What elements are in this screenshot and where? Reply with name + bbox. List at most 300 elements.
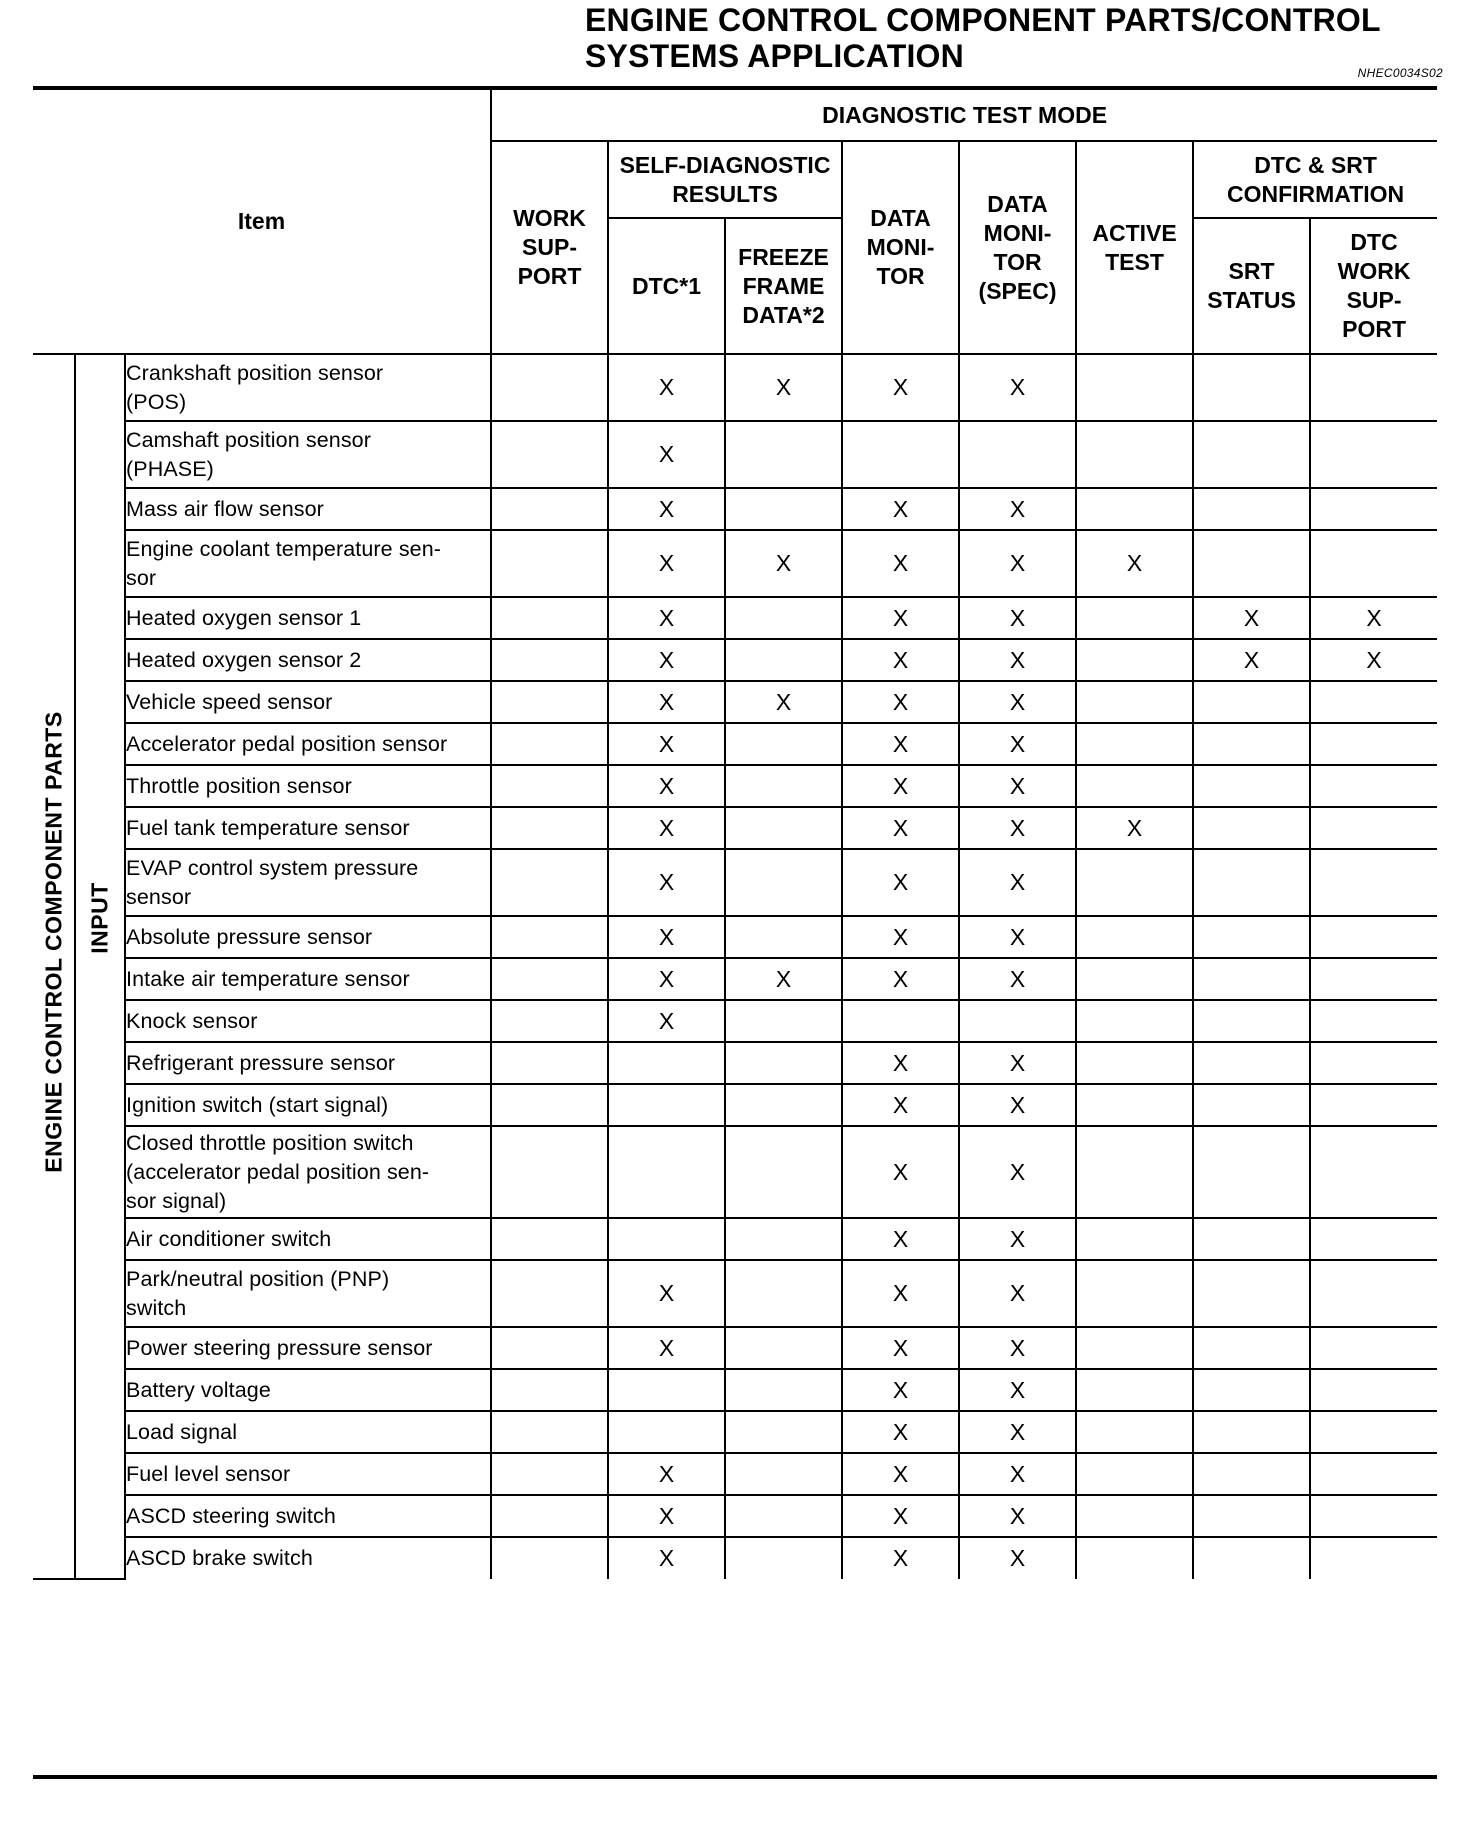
work-support-cell <box>491 1453 608 1495</box>
dtc-cell <box>608 958 725 1000</box>
srt-status-cell <box>1193 1084 1310 1126</box>
item-label: Battery voltage <box>126 1377 271 1402</box>
item-label: switch <box>126 1295 187 1320</box>
data-monitor-cell <box>842 530 959 597</box>
data-monitor-spec-cell <box>959 1218 1076 1260</box>
applicable-mark: X <box>658 1460 675 1487</box>
item-label: Closed throttle position switch <box>126 1130 414 1155</box>
title-line-2: SYSTEMS APPLICATION <box>585 38 964 74</box>
applicable-mark: X <box>892 730 909 757</box>
dtc-cell <box>608 1369 725 1411</box>
srt-status-cell <box>1193 488 1310 530</box>
srt-status-cell <box>1193 807 1310 849</box>
dtc-work-support-cell <box>1310 1327 1437 1369</box>
work-support-cell <box>491 1084 608 1126</box>
data-monitor-cell <box>842 765 959 807</box>
applicable-mark: X <box>658 1280 675 1306</box>
freeze-frame-data-cell <box>725 1537 842 1579</box>
dtc-cell <box>608 1537 725 1579</box>
header-line: TOR <box>993 248 1042 275</box>
work-support-cell <box>491 1369 608 1411</box>
applicable-mark: X <box>1243 604 1260 631</box>
applicable-mark: X <box>775 688 792 715</box>
freeze-frame-data-cell <box>725 1000 842 1042</box>
srt-status-cell <box>1193 639 1310 681</box>
applicable-mark: X <box>892 923 909 950</box>
table-row <box>33 849 1437 916</box>
table-row <box>33 1218 1437 1260</box>
dtc-cell <box>608 354 725 421</box>
table-row <box>33 354 1437 421</box>
dtc-cell <box>608 421 725 488</box>
applicable-mark: X <box>1009 869 1026 895</box>
srt-status-cell <box>1193 1042 1310 1084</box>
item-cell <box>125 421 491 488</box>
active-test-cell <box>1076 597 1193 639</box>
header-line: SRT <box>1228 258 1275 284</box>
work-support-cell <box>491 488 608 530</box>
freeze-frame-data-cell <box>725 723 842 765</box>
freeze-frame-data-cell <box>725 681 842 723</box>
item-cell <box>125 1126 491 1218</box>
data-monitor-cell <box>842 1218 959 1260</box>
document-code: NHEC0034S02 <box>1357 66 1443 80</box>
freeze-frame-data-cell <box>725 530 842 597</box>
applicable-mark: X <box>658 1545 675 1571</box>
item-label: Ignition switch (start signal) <box>126 1092 389 1117</box>
active-test-cell <box>1076 1369 1193 1411</box>
title-line-1: ENGINE CONTROL COMPONENT PARTS/CONTROL <box>585 2 1381 38</box>
group-cell <box>33 354 75 1579</box>
item-cell <box>125 681 491 723</box>
applicable-mark: X <box>892 1502 909 1529</box>
work-support-cell <box>491 723 608 765</box>
active-test-cell <box>1076 1453 1193 1495</box>
header-line: SUP- <box>1346 287 1402 313</box>
srt-status-cell <box>1193 681 1310 723</box>
header-line: DATA*2 <box>742 301 825 328</box>
freeze-frame-data-cell <box>725 765 842 807</box>
item-cell <box>125 1369 491 1411</box>
dtc-cell <box>608 1453 725 1495</box>
applicable-mark: X <box>1009 965 1026 992</box>
freeze-frame-data-cell <box>725 1327 842 1369</box>
header-line: SELF-DIAGNOSTIC <box>619 151 831 178</box>
dtc-cell <box>608 681 725 723</box>
item-label: Fuel tank temperature sensor <box>126 815 410 840</box>
applicable-mark: X <box>1009 923 1026 950</box>
active-test-cell <box>1076 916 1193 958</box>
applicable-mark: X <box>892 1091 909 1118</box>
freeze-frame-data-cell <box>725 1218 842 1260</box>
data-monitor-cell <box>842 681 959 723</box>
item-cell <box>125 354 491 421</box>
applicable-mark: X <box>1009 646 1026 673</box>
data-monitor-cell <box>842 639 959 681</box>
subgroup-cell <box>75 354 125 1579</box>
dtc-cell <box>608 916 725 958</box>
dtc-srt-confirmation-header <box>1193 141 1437 218</box>
applicable-mark: X <box>892 1460 909 1487</box>
srt-status-cell <box>1193 1495 1310 1537</box>
applicable-mark: X <box>1009 730 1026 757</box>
item-cell <box>125 1084 491 1126</box>
work-support-cell <box>491 807 608 849</box>
applicable-mark: X <box>658 923 675 950</box>
applicable-mark: X <box>892 1049 909 1076</box>
srt-status-cell <box>1193 1218 1310 1260</box>
applicable-mark: X <box>1009 1460 1026 1487</box>
dtc-work-support-cell <box>1310 681 1437 723</box>
freeze-frame-data-cell <box>725 1369 842 1411</box>
header-line: MONI- <box>983 219 1052 246</box>
data-monitor-cell <box>842 849 959 916</box>
table-body <box>33 354 1437 1579</box>
applicable-mark: X <box>658 495 675 522</box>
data-monitor-cell <box>842 1327 959 1369</box>
item-cell <box>125 1495 491 1537</box>
item-label: Knock sensor <box>126 1008 258 1033</box>
dtc-work-support-cell <box>1310 958 1437 1000</box>
work-support-header <box>491 141 608 354</box>
data-monitor-spec-cell <box>959 681 1076 723</box>
applicable-mark: X <box>1009 1158 1026 1185</box>
table-row <box>33 1537 1437 1579</box>
dtc-cell <box>608 597 725 639</box>
dtc-cell <box>608 1327 725 1369</box>
item-label: Power steering pressure sensor <box>126 1335 433 1360</box>
dtc-work-support-cell <box>1310 1042 1437 1084</box>
subgroup-label: INPUT <box>86 881 113 954</box>
dtc-cell <box>608 1495 725 1537</box>
applicable-mark: X <box>1366 646 1382 673</box>
item-cell <box>125 849 491 916</box>
item-label: Throttle position sensor <box>126 773 352 798</box>
item-label: Engine coolant temperature sen- <box>126 536 442 561</box>
item-cell <box>125 807 491 849</box>
dtc-cell <box>608 1218 725 1260</box>
applicable-mark: X <box>1009 1376 1026 1403</box>
srt-status-cell <box>1193 354 1310 421</box>
srt-status-cell <box>1193 765 1310 807</box>
item-cell <box>125 1218 491 1260</box>
freeze-frame-data-cell <box>725 916 842 958</box>
dtc-work-support-cell <box>1310 723 1437 765</box>
work-support-cell <box>491 354 608 421</box>
dtc-work-support-cell <box>1310 1126 1437 1218</box>
active-test-cell <box>1076 1411 1193 1453</box>
freeze-frame-data-cell <box>725 488 842 530</box>
item-label: EVAP control system pressure <box>126 855 419 880</box>
table-row <box>33 1495 1437 1537</box>
header-line: MONI- <box>866 234 935 260</box>
data-monitor-spec-cell <box>959 530 1076 597</box>
freeze-frame-data-cell <box>725 1495 842 1537</box>
header-line: SUP- <box>522 234 577 260</box>
item-label: Camshaft position sensor <box>126 427 371 452</box>
dtc-work-support-cell <box>1310 765 1437 807</box>
applicable-mark: X <box>1009 1049 1026 1076</box>
active-test-cell <box>1076 807 1193 849</box>
data-monitor-cell <box>842 958 959 1000</box>
data-monitor-spec-cell <box>959 723 1076 765</box>
applicable-mark: X <box>1009 688 1026 715</box>
header-line: STATUS <box>1207 287 1296 313</box>
applicable-mark: X <box>1009 814 1026 841</box>
item-cell <box>125 1411 491 1453</box>
dtc-work-support-cell <box>1310 530 1437 597</box>
dtc-cell <box>608 639 725 681</box>
dtc-work-support-cell <box>1310 1537 1437 1579</box>
data-monitor-spec-cell <box>959 765 1076 807</box>
data-monitor-cell <box>842 1084 959 1126</box>
applicable-mark: X <box>892 646 909 673</box>
applicable-mark: X <box>658 688 675 715</box>
active-test-cell <box>1076 1126 1193 1218</box>
data-monitor-cell <box>842 421 959 488</box>
work-support-cell <box>491 1218 608 1260</box>
active-test-cell <box>1076 765 1193 807</box>
applicable-mark: X <box>658 1007 675 1034</box>
work-support-cell <box>491 639 608 681</box>
active-test-cell <box>1076 354 1193 421</box>
table-row <box>33 916 1437 958</box>
applicable-mark: X <box>892 965 909 992</box>
applicable-mark: X <box>658 730 675 757</box>
freeze-frame-data-cell <box>725 958 842 1000</box>
srt-status-cell <box>1193 1000 1310 1042</box>
item-cell <box>125 1042 491 1084</box>
freeze-frame-data-cell <box>725 807 842 849</box>
table-row <box>33 597 1437 639</box>
item-label: (accelerator pedal position sen- <box>126 1159 430 1184</box>
header-line: DTC & SRT <box>1254 151 1377 178</box>
freeze-frame-data-cell <box>725 1042 842 1084</box>
item-label: Park/neutral position (PNP) <box>126 1266 390 1291</box>
applicable-mark: X <box>1009 1334 1026 1361</box>
dtc-cell <box>608 1260 725 1327</box>
item-label: Crankshaft position sensor <box>126 360 384 385</box>
applicable-mark: X <box>658 646 675 673</box>
data-monitor-spec-cell <box>959 1042 1076 1084</box>
srt-status-cell <box>1193 597 1310 639</box>
dtc-cell <box>608 1000 725 1042</box>
header-line: FRAME <box>742 272 825 299</box>
item-cell <box>125 916 491 958</box>
item-label: Heated oxygen sensor 1 <box>126 605 362 630</box>
srt-status-cell <box>1193 958 1310 1000</box>
srt-status-header <box>1193 218 1310 354</box>
work-support-cell <box>491 1126 608 1218</box>
data-monitor-cell <box>842 1126 959 1218</box>
applicable-mark: X <box>892 869 909 895</box>
srt-status-cell <box>1193 1537 1310 1579</box>
data-monitor-cell <box>842 1260 959 1327</box>
item-label: sensor <box>126 884 192 909</box>
table-row <box>33 530 1437 597</box>
applicable-mark: X <box>658 869 675 895</box>
item-cell <box>125 530 491 597</box>
item-cell <box>125 1260 491 1327</box>
freeze-frame-data-header <box>725 218 842 354</box>
active-test-cell <box>1076 421 1193 488</box>
data-monitor-spec-cell <box>959 1411 1076 1453</box>
work-support-cell <box>491 1260 608 1327</box>
dtc-work-support-header <box>1310 218 1437 354</box>
item-label: Mass air flow sensor <box>126 496 324 521</box>
active-test-cell <box>1076 1000 1193 1042</box>
data-monitor-cell <box>842 807 959 849</box>
item-label: sor <box>126 565 157 590</box>
item-label: Accelerator pedal position sensor <box>126 731 448 756</box>
table-row <box>33 723 1437 765</box>
data-monitor-spec-cell <box>959 849 1076 916</box>
applicable-mark: X <box>892 1334 909 1361</box>
work-support-cell <box>491 765 608 807</box>
applicable-mark: X <box>658 1502 675 1529</box>
dtc-work-support-cell <box>1310 1218 1437 1260</box>
dtc-cell <box>608 488 725 530</box>
srt-status-cell <box>1193 916 1310 958</box>
data-monitor-spec-cell <box>959 1453 1076 1495</box>
data-monitor-cell <box>842 1537 959 1579</box>
table-row <box>33 958 1437 1000</box>
header-line: TEST <box>1105 248 1164 275</box>
item-label: (PHASE) <box>126 456 214 481</box>
dtc-work-support-cell <box>1310 1084 1437 1126</box>
dtc-work-support-cell <box>1310 807 1437 849</box>
active-test-cell <box>1076 639 1193 681</box>
srt-status-cell <box>1193 1411 1310 1453</box>
freeze-frame-data-cell <box>725 354 842 421</box>
data-monitor-spec-cell <box>959 421 1076 488</box>
item-cell <box>125 488 491 530</box>
item-header: Item <box>33 90 491 354</box>
item-label: Load signal <box>126 1419 238 1444</box>
data-monitor-cell <box>842 1000 959 1042</box>
applicable-mark: X <box>658 550 675 576</box>
work-support-cell <box>491 1411 608 1453</box>
work-support-cell <box>491 849 608 916</box>
item-cell <box>125 1537 491 1579</box>
freeze-frame-data-cell <box>725 1126 842 1218</box>
dtc-cell <box>608 723 725 765</box>
header-line: TOR <box>876 263 925 289</box>
freeze-frame-data-cell <box>725 597 842 639</box>
table-row <box>33 1327 1437 1369</box>
active-test-cell <box>1076 958 1193 1000</box>
applicable-mark: X <box>1009 1091 1026 1118</box>
item-label: Vehicle speed sensor <box>126 689 333 714</box>
work-support-cell <box>491 1495 608 1537</box>
item-label: Absolute pressure sensor <box>126 924 373 949</box>
freeze-frame-data-cell <box>725 1084 842 1126</box>
bottom-rule <box>33 1775 1437 1779</box>
dtc-cell <box>608 530 725 597</box>
table-row <box>33 681 1437 723</box>
applicable-mark: X <box>892 1545 909 1571</box>
data-monitor-spec-cell <box>959 1537 1076 1579</box>
data-monitor-spec-cell <box>959 807 1076 849</box>
srt-status-cell <box>1193 530 1310 597</box>
table-row <box>33 1084 1437 1126</box>
table-row <box>33 421 1437 488</box>
dtc-work-support-cell <box>1310 354 1437 421</box>
data-monitor-spec-cell <box>959 1126 1076 1218</box>
header-line: RESULTS <box>672 180 778 207</box>
applicable-mark: X <box>1009 1418 1026 1445</box>
applicable-mark: X <box>892 604 909 631</box>
group-label: ENGINE CONTROL COMPONENT PARTS <box>40 711 66 1173</box>
applicable-mark: X <box>1126 550 1143 576</box>
active-test-cell <box>1076 1218 1193 1260</box>
header-line: CONFIRMATION <box>1226 180 1405 207</box>
applicable-mark: X <box>775 965 792 992</box>
work-support-cell <box>491 681 608 723</box>
item-label: sor signal) <box>126 1188 227 1213</box>
dtc-cell <box>608 765 725 807</box>
active-test-cell <box>1076 1260 1193 1327</box>
freeze-frame-data-cell <box>725 1260 842 1327</box>
data-monitor-spec-cell <box>959 1260 1076 1327</box>
data-monitor-spec-cell <box>959 1369 1076 1411</box>
applicable-mark: X <box>892 1376 909 1403</box>
applicable-mark: X <box>1009 1225 1026 1252</box>
applicable-mark: X <box>658 965 675 992</box>
srt-status-cell <box>1193 1453 1310 1495</box>
dtc-header: DTC*1 <box>608 218 725 354</box>
applicable-mark: X <box>658 1334 675 1361</box>
header-line: PORT <box>1342 316 1406 342</box>
active-test-cell <box>1076 1084 1193 1126</box>
item-label: Refrigerant pressure sensor <box>126 1050 396 1075</box>
data-monitor-spec-cell <box>959 1495 1076 1537</box>
header-line: WORK <box>513 205 586 231</box>
applicable-mark: X <box>892 1225 909 1252</box>
applicable-mark: X <box>1009 550 1026 576</box>
active-test-cell <box>1076 1042 1193 1084</box>
data-monitor-spec-header <box>959 141 1076 354</box>
item-cell <box>125 1327 491 1369</box>
data-monitor-cell <box>842 1411 959 1453</box>
applicable-mark: X <box>892 1280 909 1306</box>
applicable-mark: X <box>775 550 792 576</box>
item-cell <box>125 639 491 681</box>
table-row <box>33 765 1437 807</box>
item-label: Heated oxygen sensor 2 <box>126 647 362 672</box>
applicable-mark: X <box>1009 1545 1026 1571</box>
header-line: WORK <box>1337 258 1411 284</box>
applicable-mark: X <box>1009 772 1026 799</box>
freeze-frame-data-cell <box>725 639 842 681</box>
active-test-header <box>1076 141 1193 354</box>
applicable-mark: X <box>892 374 909 400</box>
table-row <box>33 807 1437 849</box>
item-label: Air conditioner switch <box>126 1226 332 1251</box>
dtc-work-support-cell <box>1310 1260 1437 1327</box>
srt-status-cell <box>1193 1369 1310 1411</box>
dtc-work-support-cell <box>1310 421 1437 488</box>
active-test-cell <box>1076 1495 1193 1537</box>
item-label: ASCD brake switch <box>126 1546 313 1570</box>
dtc-work-support-cell <box>1310 639 1437 681</box>
data-monitor-spec-cell <box>959 639 1076 681</box>
srt-status-cell <box>1193 723 1310 765</box>
item-label: Intake air temperature sensor <box>126 966 410 991</box>
item-cell <box>125 723 491 765</box>
item-label: (POS) <box>126 389 187 414</box>
dtc-work-support-cell <box>1310 849 1437 916</box>
